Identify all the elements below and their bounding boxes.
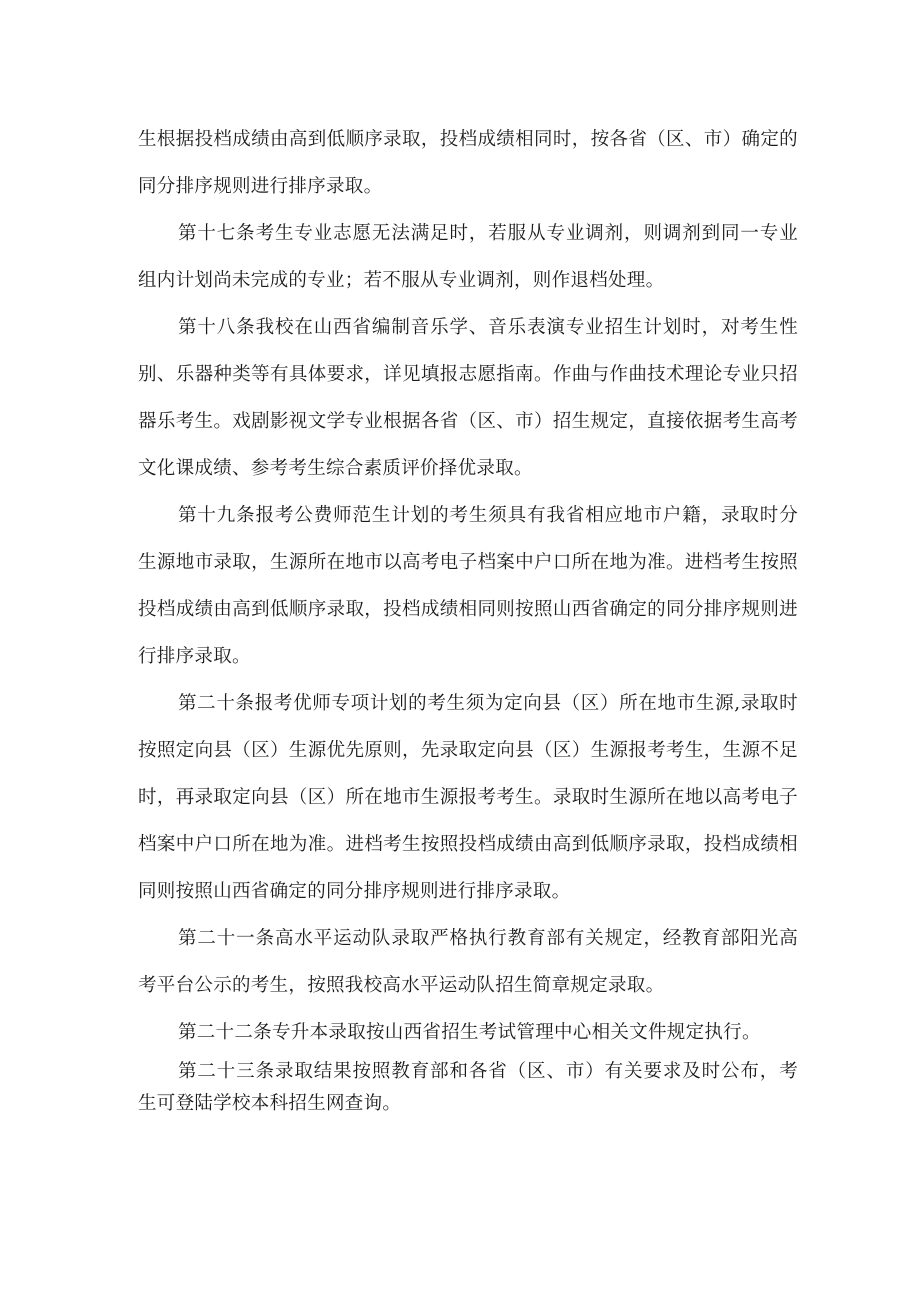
paragraph-article-16-continued: 生根据投档成绩由高到低顺序录取，投档成绩相同时，按各省（区、市）确定的同分排序规则进行排序录取。 [138,129,798,197]
paragraph-article-23: 第二十三条录取结果按照教育部和各省（区、市）有关要求及时公布，考生可登陆学校本科招生网查询。 [138,1061,798,1114]
paragraph-article-19: 第十九条报考公费师范生计划的考生须具有我省相应地市户籍，录取时分生源地市录取，生源所在地市以高考电子档案中户口所在地为准。进档考生按照投档成绩由高到低顺序录取，投档成绩相同则按照山西省确定的同分排序规则进行排序录取。 [138,505,798,667]
paragraph-article-17: 第十七条考生专业志愿无法满足时，若服从专业调剂，则调剂到同一专业组内计划尚未完成的专业；若不服从专业调剂，则作退档处理。 [138,223,798,291]
paragraph-article-21: 第二十一条高水平运动队录取严格执行教育部有关规定，经教育部阳光高考平台公示的考生，按照我校高水平运动队招生简章规定录取。 [138,928,798,996]
paragraph-article-18: 第十八条我校在山西省编制音乐学、音乐表演专业招生计划时，对考生性别、乐器种类等有具体要求，详见填报志愿指南。作曲与作曲技术理论专业只招器乐考生。戏剧影视文学专业根据各省（区、市）招生规定，直接依据考生高考文化课成绩、参考考生综合素质评价择优录取。 [138,317,798,479]
paragraph-article-20: 第二十条报考优师专项计划的考生须为定向县（区）所在地市生源,录取时按照定向县（区）生源优先原则，先录取定向县（区）生源报考考生，生源不足时，再录取定向县（区）所在地市生源报考考生。录取时生源所在地以高考电子档案中户口所在地为准。进档考生按照投档成绩由高到低顺序录取，投档成绩相同则按照山西省确定的同分排序规则进行排序录取。 [138,693,798,902]
document-body [138,116,798,1120]
paragraph-article-22: 第二十二条专升本录取按山西省招生考试管理中心相关文件规定执行。 [178,1022,761,1043]
